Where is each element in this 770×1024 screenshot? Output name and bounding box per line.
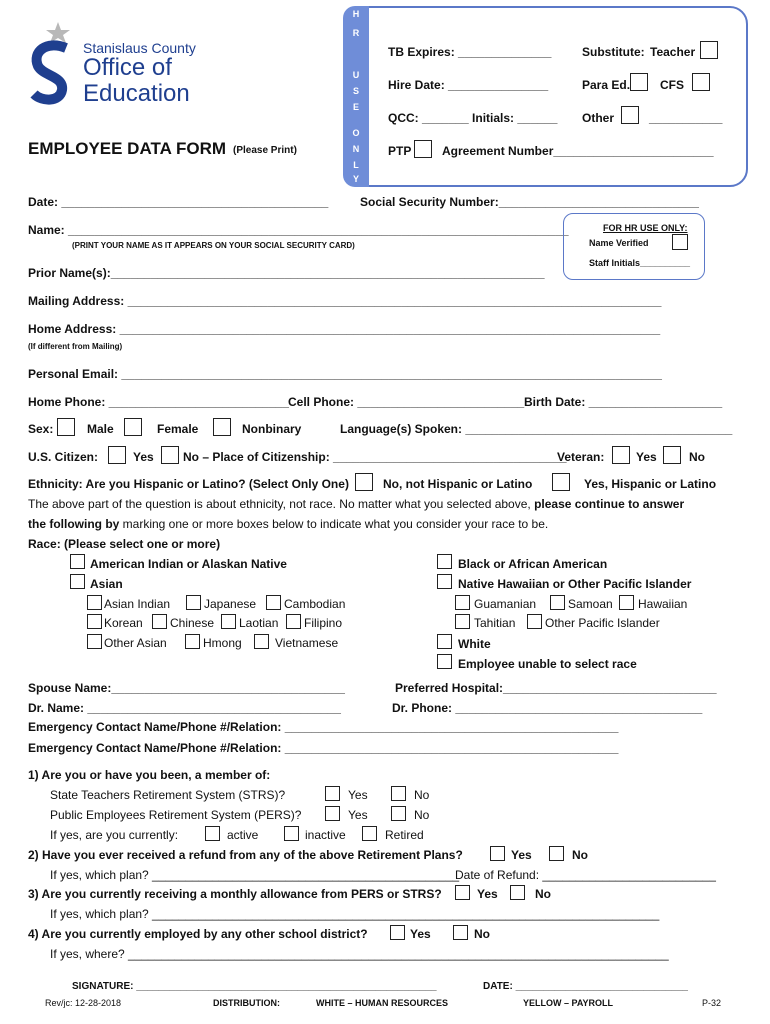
agreement-number-field[interactable]: Agreement Number________________________ <box>442 144 714 158</box>
race-vietnamese-label: Vietnamese <box>275 636 339 650</box>
distribution-label: DISTRIBUTION: <box>213 998 280 1008</box>
strip-letter: S <box>352 86 359 96</box>
date-of-refund-field[interactable]: Date of Refund: __________________________ <box>455 868 716 882</box>
veteran-yes-checkbox[interactable] <box>612 446 630 464</box>
race-american-indian-checkbox[interactable] <box>70 554 85 569</box>
retired-checkbox[interactable] <box>362 826 377 841</box>
ethnicity-note-1b: please continue to answer <box>534 497 685 511</box>
ethnicity-note-line2 <box>28 517 548 531</box>
languages-field[interactable]: Language(s) Spoken: ________________________________________ <box>340 422 733 436</box>
retired-label: Retired <box>385 828 424 842</box>
employed-yes-checkbox[interactable] <box>390 925 405 940</box>
allowance-yes-checkbox[interactable] <box>455 885 470 900</box>
race-other-pacific-label: Other Pacific Islander <box>545 616 660 630</box>
teacher-label: Teacher <box>650 45 696 59</box>
race-other-asian-label: Other Asian <box>104 636 167 650</box>
ethnicity-note-1a: The above part of the question is about ethnicity, not race. No matter what you selected above, <box>28 497 535 511</box>
race-filipino-checkbox[interactable] <box>286 614 301 629</box>
allowance-no-checkbox[interactable] <box>510 885 525 900</box>
race-native-hawaiian-label: Native Hawaiian or Other Pacific Islander <box>458 577 692 591</box>
staff-initials-field[interactable]: Staff Initials__________ <box>589 258 691 268</box>
citizen-yes-checkbox[interactable] <box>108 446 126 464</box>
race-hawaiian-checkbox[interactable] <box>619 595 634 610</box>
qcc-field[interactable]: QCC: _______ Initials: ______ <box>388 111 558 125</box>
logo-line3: Education <box>83 80 190 107</box>
race-hmong-checkbox[interactable] <box>185 634 200 649</box>
sex-label: Sex: <box>28 422 54 436</box>
race-unable-checkbox[interactable] <box>437 654 452 669</box>
pers-yes-checkbox[interactable] <box>325 806 340 821</box>
form-title: EMPLOYEE DATA FORM <box>28 139 227 158</box>
sex-male-checkbox[interactable] <box>57 418 75 436</box>
veteran-yes-label: Yes <box>636 450 657 464</box>
us-citizen-label: U.S. Citizen: <box>28 450 99 464</box>
pers-yes-label: Yes <box>348 808 368 822</box>
home-address-field[interactable]: Home Address: _________________________________________________________________________________ <box>28 322 661 336</box>
dr-name-field[interactable]: Dr. Name: ______________________________________ <box>28 701 341 715</box>
veteran-no-checkbox[interactable] <box>663 446 681 464</box>
sex-female-checkbox[interactable] <box>124 418 142 436</box>
ethnicity-yes-checkbox[interactable] <box>552 473 570 491</box>
logo <box>28 22 208 108</box>
race-cambodian-checkbox[interactable] <box>266 595 281 610</box>
page-number: P-32 <box>702 998 722 1008</box>
ethnicity-note-2a: the following by <box>28 517 120 531</box>
race-native-hawaiian-checkbox[interactable] <box>437 574 452 589</box>
ptp-label: PTP <box>388 144 412 158</box>
strip-letter: O <box>352 128 360 138</box>
race-hmong-label: Hmong <box>203 636 242 650</box>
para-ed-checkbox[interactable] <box>630 73 648 91</box>
inactive-label: inactive <box>305 828 346 842</box>
prior-names-field[interactable]: Prior Name(s):_________________________________________________________________ <box>28 266 545 280</box>
race-asian-indian-checkbox[interactable] <box>87 595 102 610</box>
teacher-checkbox[interactable] <box>700 41 718 59</box>
race-tahitian-checkbox[interactable] <box>455 614 470 629</box>
name-field[interactable]: Name: ___________________________________________________________________________ <box>28 223 569 237</box>
race-korean-checkbox[interactable] <box>87 614 102 629</box>
strs-yes-checkbox[interactable] <box>325 786 340 801</box>
tb-expires-field[interactable]: TB Expires: ______________ <box>388 45 552 59</box>
employed-yes-label: Yes <box>410 927 431 941</box>
race-japanese-checkbox[interactable] <box>186 595 201 610</box>
race-other-asian-checkbox[interactable] <box>87 634 102 649</box>
active-checkbox[interactable] <box>205 826 220 841</box>
race-hawaiian-label: Hawaiian <box>638 597 688 611</box>
ethnicity-note-line1 <box>28 497 684 511</box>
if-yes-currently-label: If yes, are you currently: <box>50 828 179 842</box>
race-asian-checkbox[interactable] <box>70 574 85 589</box>
race-chinese-checkbox[interactable] <box>152 614 167 629</box>
allowance-yes-label: Yes <box>477 887 498 901</box>
citizen-no-checkbox[interactable] <box>161 446 179 464</box>
race-other-pacific-checkbox[interactable] <box>527 614 542 629</box>
revision-label: Rev/jc: 12-28-2018 <box>45 998 122 1008</box>
strs-label: State Teachers Retirement System (STRS)? <box>50 788 286 802</box>
race-american-indian-label: American Indian or Alaskan Native <box>90 557 287 571</box>
strip-letter: N <box>352 144 360 154</box>
refund-yes-checkbox[interactable] <box>490 846 505 861</box>
employed-where-field[interactable]: If yes, where? _________________________________________________________________________________ <box>50 947 669 961</box>
veteran-label: Veteran: <box>557 450 605 464</box>
form-title-note: (Please Print) <box>233 145 297 156</box>
question-2: 2) Have you ever received a refund from any of the above Retirement Plans? <box>28 848 463 862</box>
refund-plan-field[interactable]: If yes, which plan? ______________________________________________ <box>50 868 460 882</box>
citizen-yes-label: Yes <box>133 450 154 464</box>
strip-letter: L <box>353 160 359 170</box>
pers-label: Public Employees Retirement System (PERS)? <box>50 808 302 822</box>
mailing-address-field[interactable]: Mailing Address: ________________________________________________________________________________ <box>28 294 662 308</box>
other-label: Other <box>582 111 615 125</box>
signature-field[interactable]: SIGNATURE: ______________________________________________________ <box>72 981 437 992</box>
cfs-checkbox[interactable] <box>692 73 710 91</box>
logo-line2: Office of <box>83 54 172 81</box>
employed-no-checkbox[interactable] <box>453 925 468 940</box>
pers-no-label: No <box>414 808 430 822</box>
race-label: Race: (Please select one or more) <box>28 537 221 551</box>
refund-yes-label: Yes <box>511 848 532 862</box>
question-4: 4) Are you currently employed by any other school district? <box>28 927 368 941</box>
strip-letter: U <box>352 70 360 80</box>
yellow-payroll-label: YELLOW – PAYROLL <box>523 998 614 1008</box>
logo-line1: Stanislaus County <box>83 40 196 56</box>
home-address-note: (If different from Mailing) <box>28 342 123 351</box>
employed-no-label: No <box>474 927 490 941</box>
race-chinese-label: Chinese <box>170 616 215 630</box>
emergency-contact-2-field[interactable]: Emergency Contact Name/Phone #/Relation: __________________________________________________ <box>28 741 619 755</box>
race-guamanian-label: Guamanian <box>474 597 537 611</box>
race-samoan-label: Samoan <box>568 597 613 611</box>
refund-no-label: No <box>572 848 588 862</box>
signature-date-field[interactable]: DATE: _______________________________ <box>483 981 688 992</box>
home-phone-field[interactable]: Home Phone: ___________________________ <box>28 395 289 409</box>
race-guamanian-checkbox[interactable] <box>455 595 470 610</box>
ethnicity-note-2b: marking one or more boxes below to indicate what you consider your race to be. <box>119 517 549 531</box>
strip-letter: Y <box>352 174 359 184</box>
allowance-plan-field[interactable]: If yes, which plan? ____________________________________________________________________________ <box>50 907 660 921</box>
ptp-checkbox[interactable] <box>414 140 432 158</box>
race-cambodian-label: Cambodian <box>284 597 346 611</box>
spouse-name-field[interactable]: Spouse Name:___________________________________ <box>28 681 345 695</box>
race-filipino-label: Filipino <box>304 616 343 630</box>
name-verified-checkbox[interactable] <box>672 234 688 250</box>
citizenship-place-field[interactable]: No – Place of Citizenship: ___________________________________ <box>183 450 567 464</box>
hr-only-title: FOR HR USE ONLY: <box>603 223 688 233</box>
strs-no-label: No <box>414 788 430 802</box>
race-vietnamese-checkbox[interactable] <box>254 634 269 649</box>
refund-no-checkbox[interactable] <box>549 846 564 861</box>
race-asian-indian-label: Asian Indian <box>104 597 171 611</box>
race-laotian-checkbox[interactable] <box>221 614 236 629</box>
strs-no-checkbox[interactable] <box>391 786 406 801</box>
name-verified-label: Name Verified <box>589 238 649 248</box>
sex-female-label: Female <box>157 422 199 436</box>
preferred-hospital-field[interactable]: Preferred Hospital:________________________________ <box>395 681 717 695</box>
active-label: active <box>227 828 259 842</box>
dr-phone-field[interactable]: Dr. Phone: _____________________________________ <box>392 701 703 715</box>
hire-date-field[interactable]: Hire Date: _______________ <box>388 78 549 92</box>
other-line[interactable]: ___________ <box>649 111 723 125</box>
strip-letter: R <box>352 28 360 38</box>
hr-use-strip <box>343 6 369 187</box>
strs-yes-label: Yes <box>348 788 368 802</box>
hr-use-panel <box>343 6 748 187</box>
other-checkbox[interactable] <box>621 106 639 124</box>
strip-letter: E <box>352 102 359 112</box>
sex-male-label: Male <box>87 422 114 436</box>
emergency-contact-1-field[interactable]: Emergency Contact Name/Phone #/Relation: __________________________________________________ <box>28 720 619 734</box>
para-ed-label: Para Ed. <box>582 78 631 92</box>
ethnicity-yes-label: Yes, Hispanic or Latino <box>584 477 717 491</box>
race-samoan-checkbox[interactable] <box>550 595 565 610</box>
cell-phone-field[interactable]: Cell Phone: _________________________ <box>288 395 525 409</box>
question-1: 1) Are you or have you been, a member of: <box>28 768 271 782</box>
birth-date-field[interactable]: Birth Date: ____________________ <box>524 395 723 409</box>
date-field[interactable]: Date: ________________________________________ <box>28 195 329 209</box>
race-korean-label: Korean <box>104 616 143 630</box>
race-tahitian-label: Tahitian <box>474 616 516 630</box>
race-white-label: White <box>458 637 491 651</box>
question-3: 3) Are you currently receiving a monthly allowance from PERS or STRS? <box>28 887 442 901</box>
race-black-checkbox[interactable] <box>437 554 452 569</box>
logo-mark-icon <box>28 22 78 106</box>
ethnicity-no-checkbox[interactable] <box>355 473 373 491</box>
personal-email-field[interactable]: Personal Email: _________________________________________________________________________________ <box>28 367 662 381</box>
race-asian-label: Asian <box>90 577 123 591</box>
race-laotian-label: Laotian <box>239 616 279 630</box>
inactive-checkbox[interactable] <box>284 826 299 841</box>
ethnicity-question: Ethnicity: Are you Hispanic or Latino? (Select Only One) <box>28 477 349 491</box>
pers-no-checkbox[interactable] <box>391 806 406 821</box>
sex-nonbinary-checkbox[interactable] <box>213 418 231 436</box>
ssn-field[interactable]: Social Security Number:______________________________ <box>360 195 699 209</box>
race-black-label: Black or African American <box>458 557 608 571</box>
substitute-label: Substitute: <box>582 45 645 59</box>
ethnicity-no-label: No, not Hispanic or Latino <box>383 477 533 491</box>
cfs-label: CFS <box>660 78 684 92</box>
race-white-checkbox[interactable] <box>437 634 452 649</box>
name-note: (PRINT YOUR NAME AS IT APPEARS ON YOUR SOCIAL SECURITY CARD) <box>72 241 355 250</box>
allowance-no-label: No <box>535 887 551 901</box>
strip-letter: H <box>352 9 360 19</box>
white-hr-label: WHITE – HUMAN RESOURCES <box>316 998 449 1008</box>
sex-nonbinary-label: Nonbinary <box>242 422 302 436</box>
race-unable-label: Employee unable to select race <box>458 657 637 671</box>
race-japanese-label: Japanese <box>204 597 257 611</box>
veteran-no-label: No <box>689 450 705 464</box>
